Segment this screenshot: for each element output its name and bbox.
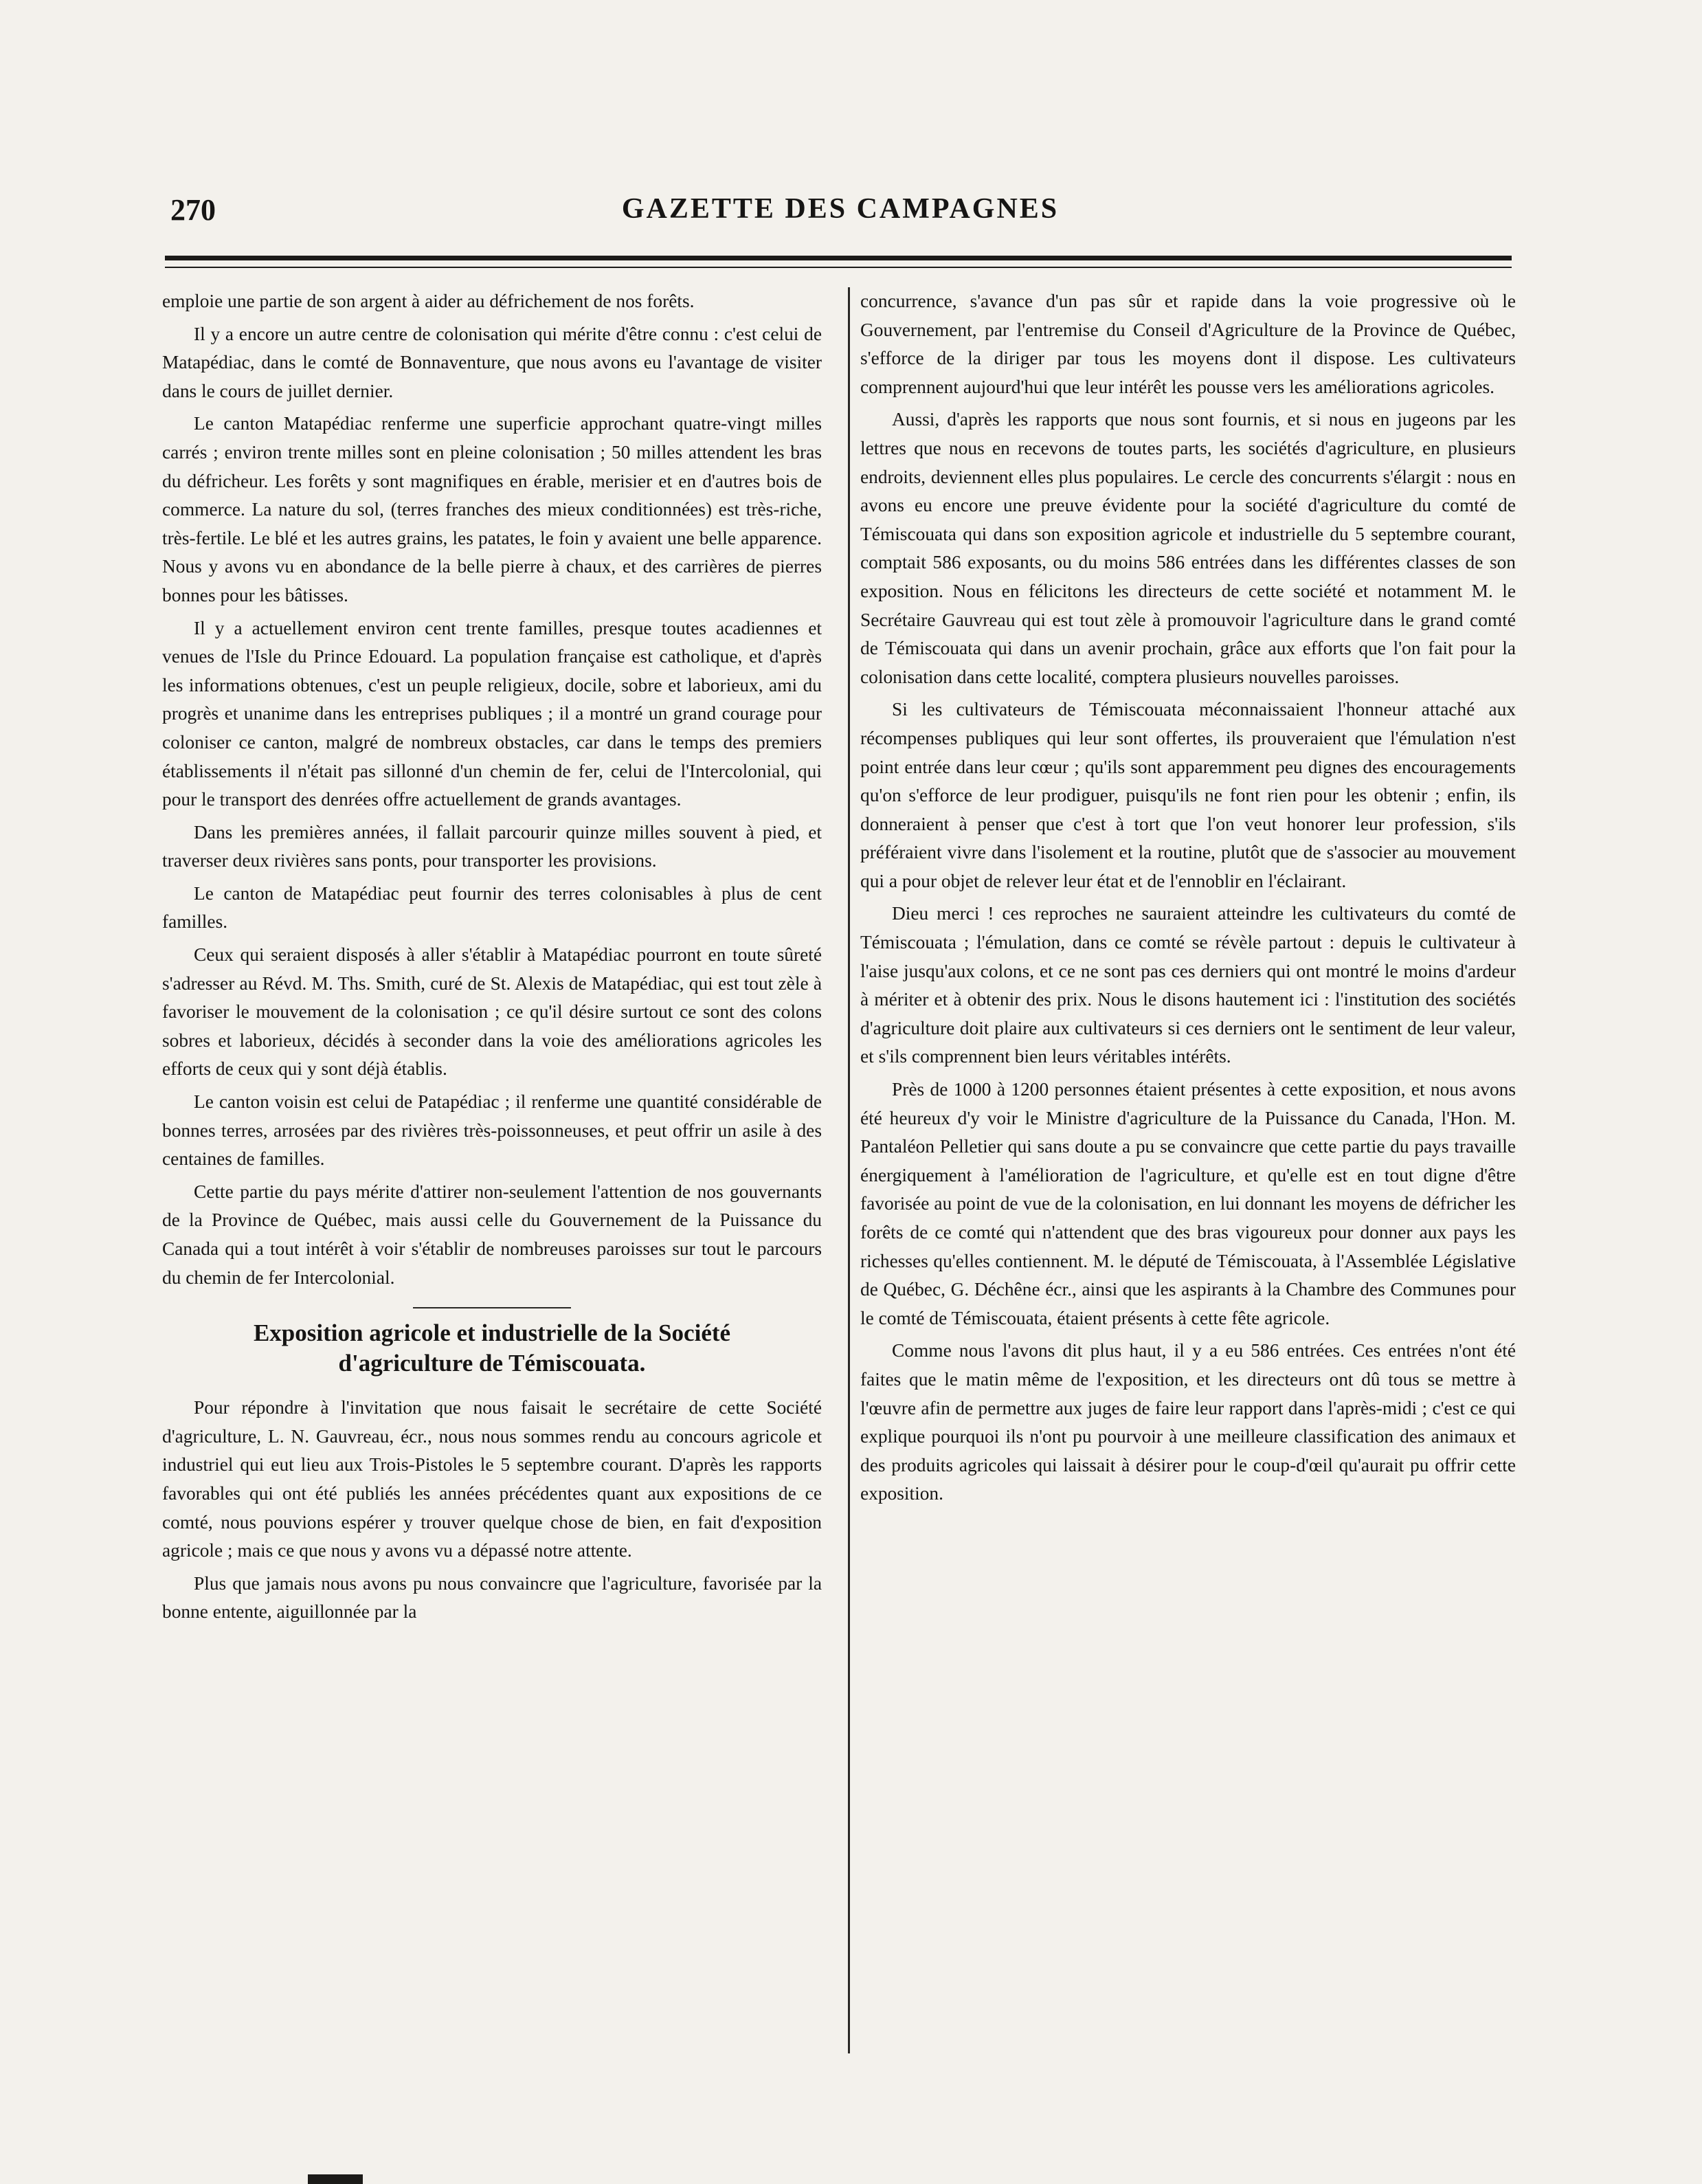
paragraph: Il y a actuellement environ cent trente familles, presque toutes acadiennes et venues de l'Isle du Prince Edouard. La population française est catholique, et d'après les informations obtenues, c'est un peuple religieux, docile, sobre et laborieux, ami du progrès et unanime dans les entreprises publiques ; il a montré un grand courage pour coloniser ce canton, malgré de nombreux obstacles, car dans le temps des premiers établissements il n'était pas sillonné d'un chemin de fer, celui de l'Intercolonial, qui pour le transport des denrées offre actuellement de grands avantages.: [162, 617, 822, 810]
header-rule-thin: [165, 267, 1512, 268]
paragraph: Si les cultivateurs de Témiscouata méconnaissaient l'honneur attaché aux récompenses publiques qui leur sont offertes, ils prouveraient que l'émulation n'est point entrée dans leur cœur ; qu'ils sont apparemment peu dignes des encouragements qu'on s'efforce de leur prodiguer, puisqu'ils ne font rien pour les obtenir ; enfin, ils donneraient à penser que c'est à tort que l'on veut honorer leur profession, s'ils préféraient vivre dans l'isolement et la routine, plutôt que de s'associer au mouvement qui a pour objet de relever leur état et de l'ennoblir en l'éclairant.: [860, 699, 1516, 891]
paragraph: Plus que jamais nous avons pu nous convaincre que l'agriculture, favorisée par la bonne entente, aiguillonnée par la: [162, 1572, 822, 1623]
journal-title: GAZETTE DES CAMPAGNES: [621, 193, 1060, 225]
section-divider: [413, 1307, 571, 1308]
page-header: [170, 192, 1510, 234]
paragraph: Ceux qui seraient disposés à aller s'établir à Matapédiac pourront en toute sûreté s'adresser au Révd. M. Ths. Smith, curé de St. Alexis de Matapédiac, qui est tout zèle à favoriser le mouvement de la colonisation ; ce qu'il désire surtout ce sont des colons sobres et laborieux, décidés à seconder dans la voie des améliorations agricoles les efforts de ceux qui y sont déjà établis.: [162, 944, 822, 1080]
paragraph: Aussi, d'après les rapports que nous sont fournis, et si nous en jugeons par les lettres que nous en recevons de toutes parts, les sociétés d'agriculture, en plusieurs endroits, deviennent elles plus populaires. Le cercle des concurrents s'élargit : nous en avons eu encore une preuve évidente pour la société d'agriculture du comté de Témiscouata qui dans son exposition agricole et industrielle du 5 septembre courant, comptait 586 exposants, ou du moins 586 entrées dans les différentes classes de son exposition. Nous en félicitons les directeurs de cette société et notamment M. le Secrétaire Gauvreau qui est tout zèle à promouvoir l'agriculture dans le grand comté de Témiscouata qui dans un avenir prochain, grâce aux efforts que l'on fait pour la colonisation dans cette localité, comptera plusieurs nouvelles paroisses.: [860, 409, 1516, 687]
section-title: [162, 1318, 822, 1379]
paragraph: Près de 1000 à 1200 personnes étaient présentes à cette exposition, et nous avons été heureux d'y voir le Ministre d'agriculture de la Puissance du Canada, l'Hon. M. Pantaléon Pelletier qui sans doute a pu se convaincre que cette partie du pays travaille énergiquement à l'amélioration de l'agriculture, et qu'elle est en tout digne d'être favorisée au point de vue de la colonisation, en lui donnant les moyens de défricher les forêts de ce comté qui n'attendent que des bras vigoureux pour donner aux pays les richesses qu'elles contiennent. M. le député de Témiscouata, à l'Assemblée Législative de Québec, G. Déchêne écr., ainsi que les aspirants à la Chambre des Communes pour le comté de Témiscouata, étaient présents à cette fête agricole.: [860, 1079, 1516, 1328]
paragraph: Dieu merci ! ces reproches ne sauraient atteindre les cultivateurs du comté de Témiscouata ; l'émulation, dans ce comté se révèle partout : depuis le cultivateur à l'aise jusqu'aux colons, et ce ne sont pas ces derniers qui ont montré le moins d'ardeur à mériter et à obtenir des prix. Nous le disons hautement ici : l'institution des sociétés d'agriculture doit plaire aux cultivateurs si ces derniers ont le sentiment de leur valeur, et s'ils comprennent bien leurs véritables intérêts.: [860, 903, 1516, 1067]
paragraph: Le canton voisin est celui de Patapédiac ; il renferme une quantité considérable de bonnes terres, arrosées par des rivières très-poissonneuses, et peut offrir un asile à des centaines de familles.: [162, 1091, 822, 1170]
paragraph: concurrence, s'avance d'un pas sûr et rapide dans la voie progressive où le Gouvernement, par l'entremise du Conseil d'Agriculture de la Province de Québec, s'efforce de la diriger par tous les moyens dont il dispose. Les cultivateurs comprennent aujourd'hui que leur intérêt les pousse vers les améliorations agricoles.: [860, 291, 1516, 397]
paragraph: Dans les premières années, il fallait parcourir quinze milles souvent à pied, et traverser deux rivières sans ponts, pour transporter les provisions.: [162, 821, 822, 871]
column-separator: [848, 287, 850, 2053]
paragraph: Cette partie du pays mérite d'attirer non-seulement l'attention de nos gouvernants de la Province de Québec, mais aussi celle du Gouvernement de la Puissance du Canada qui a tout intérêt à voir s'établir de nombreuses paroisses sur tout le parcours du chemin de fer Intercolonial.: [162, 1181, 822, 1288]
paragraph: Il y a encore un autre centre de colonisation qui mérite d'être connu : c'est celui de Matapédiac, dans le comté de Bonnaventure, que nous avons eu l'avantage de visiter dans le cours de juillet dernier.: [162, 323, 822, 401]
paragraph: Pour répondre à l'invitation que nous faisait le secrétaire de cette Société d'agriculture, L. N. Gauvreau, écr., nous nous sommes rendu au concours agricole et industriel qui eut lieu aux Trois-Pistoles le 5 septembre courant. D'après les rapports favorables qui ont été publiés les années précédentes quant aux expositions de ce comté, nous pouvions espérer y trouver quelque chose de bien, en fait d'exposition agricole ; mais ce que nous y avons vu a dépassé notre attente.: [162, 1397, 822, 1561]
section-title-line: d'agriculture de Témiscouata.: [338, 1350, 646, 1377]
page-bottom-mark: [308, 2174, 363, 2184]
header-rule-thick: [165, 256, 1512, 260]
section-title-line: Exposition agricole et industrielle de la Société: [253, 1319, 731, 1347]
paragraph: Comme nous l'avons dit plus haut, il y a eu 586 entrées. Ces entrées n'ont été faites que le matin même de l'exposition, et les directeurs ont dû tous se mettre à l'œuvre afin de permettre aux juges de faire leur rapport dans l'après-midi ; c'est ce qui explique pourquoi ils n'ont pu pourvoir à une meilleure classification des animaux et des produits agricoles qui laissait à désirer pour le coup-d'œil qu'aurait pu offrir cette exposition.: [860, 1340, 1516, 1504]
paragraph: Le canton Matapédiac renferme une superficie approchant quatre-vingt milles carrés ; environ trente milles sont en pleine colonisation ; 50 milles attendent les bras du défricheur. Les forêts y sont magnifiques en érable, merisier et en d'autres bois de commerce. La nature du sol, (terres franches des mieux conditionnées) est très-riche, très-fertile. Le blé et les autres grains, les patates, le foin y avaient une belle apparence. Nous y avons vu en abondance de la belle pierre à chaux, et des carrières de pierres bonnes pour les bâtisses.: [162, 413, 822, 605]
right-column: [860, 287, 1516, 2067]
paragraph: Le canton de Matapédiac peut fournir des terres colonisables à plus de cent familles.: [162, 882, 822, 933]
paragraph: emploie une partie de son argent à aider au défrichement de nos forêts.: [162, 291, 695, 311]
left-column: [162, 287, 822, 2067]
page-number: 270: [170, 193, 216, 227]
